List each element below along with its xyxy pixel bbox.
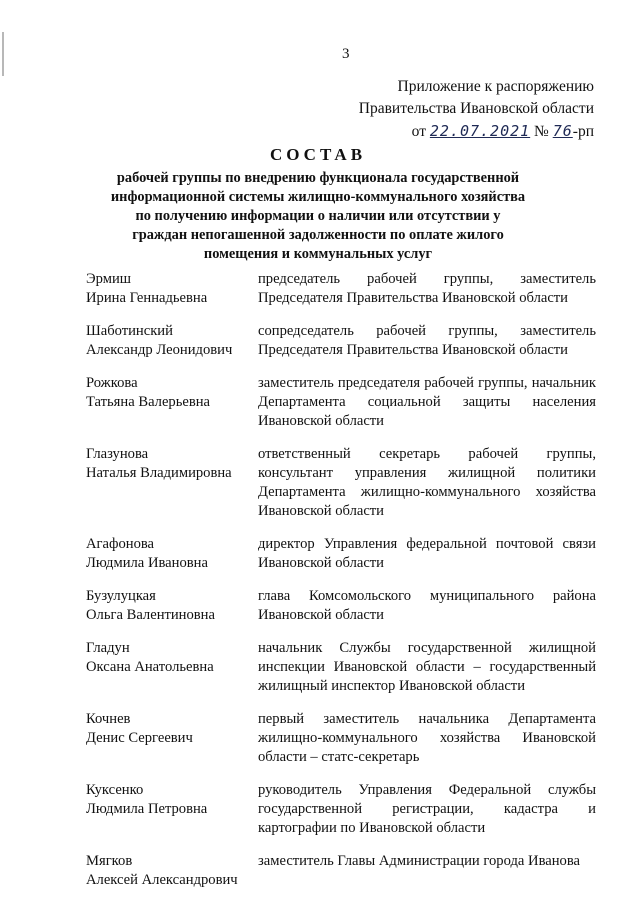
member-given-name: Людмила Ивановна [86, 555, 208, 571]
member-row [86, 535, 596, 573]
page-number: 3 [342, 46, 350, 62]
appendix-line-2: Правительства Ивановской области [358, 100, 594, 117]
member-role: первый заместитель начальника Департамента жилищно-коммунального хозяйства Ивановской области – статс-секретарь [258, 711, 596, 765]
member-surname: Гладун [86, 640, 130, 656]
appendix-prefix: от [411, 123, 426, 140]
member-role: начальник Службы государственной жилищной инспекции Ивановской области – государственный жилищный инспектор Ивановской области [258, 640, 596, 694]
member-row [86, 852, 596, 890]
member-row [86, 781, 596, 838]
member-role: председатель рабочей группы, заместитель Председателя Правительства Ивановской области [258, 271, 596, 306]
member-role: директор Управления федеральной почтовой связи Ивановской области [258, 536, 596, 571]
number-label: № [534, 123, 549, 140]
member-name [86, 587, 254, 625]
member-row [86, 374, 596, 431]
member-surname: Куксенко [86, 782, 144, 798]
member-name [86, 639, 254, 696]
member-row [86, 322, 596, 360]
member-row [86, 587, 596, 625]
handwritten-number: 76 [552, 122, 573, 140]
member-given-name: Ирина Геннадьевна [86, 290, 208, 306]
scan-edge-mark [2, 32, 4, 76]
title-block [110, 145, 526, 264]
member-role: сопредседатель рабочей группы, заместитель Председателя Правительства Ивановской области [258, 323, 596, 358]
member-row [86, 639, 596, 696]
member-surname: Кочнев [86, 711, 131, 727]
member-role: руководитель Управления Федеральной службы государственной регистрации, кадастра и картографии по Ивановской области [258, 782, 596, 836]
member-surname: Мягков [86, 853, 133, 869]
appendix-date-line [359, 120, 594, 143]
member-role: заместитель Главы Администрации города Иванова [258, 853, 581, 869]
member-name [86, 322, 254, 360]
member-row [86, 710, 596, 767]
member-given-name: Алексей Александрович [86, 872, 238, 888]
member-name [86, 781, 254, 838]
member-row [86, 270, 596, 308]
member-given-name: Александр Леонидович [86, 342, 233, 358]
member-name [86, 535, 254, 573]
member-surname: Эрмиш [86, 271, 131, 287]
member-role: заместитель председателя рабочей группы, начальник Департамента социальной защиты населения Ивановской области [258, 375, 596, 429]
member-given-name: Людмила Петровна [86, 801, 208, 817]
member-given-name: Ольга Валентиновна [86, 607, 215, 623]
members-list [86, 270, 596, 904]
member-surname: Рожкова [86, 375, 138, 391]
member-name [86, 710, 254, 767]
member-surname: Бузулуцкая [86, 588, 156, 604]
member-role: глава Комсомольского муниципального района Ивановской области [258, 588, 596, 623]
member-given-name: Татьяна Валерьевна [86, 394, 211, 410]
document-title: СОСТАВ [269, 145, 367, 164]
member-row [86, 445, 596, 521]
member-name [86, 852, 254, 890]
member-given-name: Наталья Владимировна [86, 465, 232, 481]
member-given-name: Оксана Анатольевна [86, 659, 214, 675]
member-surname: Шаботинский [86, 323, 173, 339]
member-surname: Агафонова [86, 536, 155, 552]
member-name [86, 445, 254, 521]
appendix-header [359, 76, 594, 143]
handwritten-date: 22.07.2021 [429, 122, 531, 140]
number-suffix: -рп [572, 123, 594, 140]
member-given-name: Денис Сергеевич [86, 730, 193, 746]
member-surname: Глазунова [86, 446, 149, 462]
document-subtitle: рабочей группы по внедрению функционала государственной информационной системы жилищно-коммунального хозяйства по получению информации о наличии или отсутствии у граждан непогашенной задолженности по оплате жилого помещения и коммунальных услуг [110, 170, 526, 262]
member-role: ответственный секретарь рабочей группы, консультант управления жилищной политики Департамента жилищно-коммунального хозяйства Ивановской области [258, 446, 596, 519]
appendix-line-1: Приложение к распоряжению [397, 78, 594, 95]
member-name [86, 374, 254, 431]
member-name [86, 270, 254, 308]
